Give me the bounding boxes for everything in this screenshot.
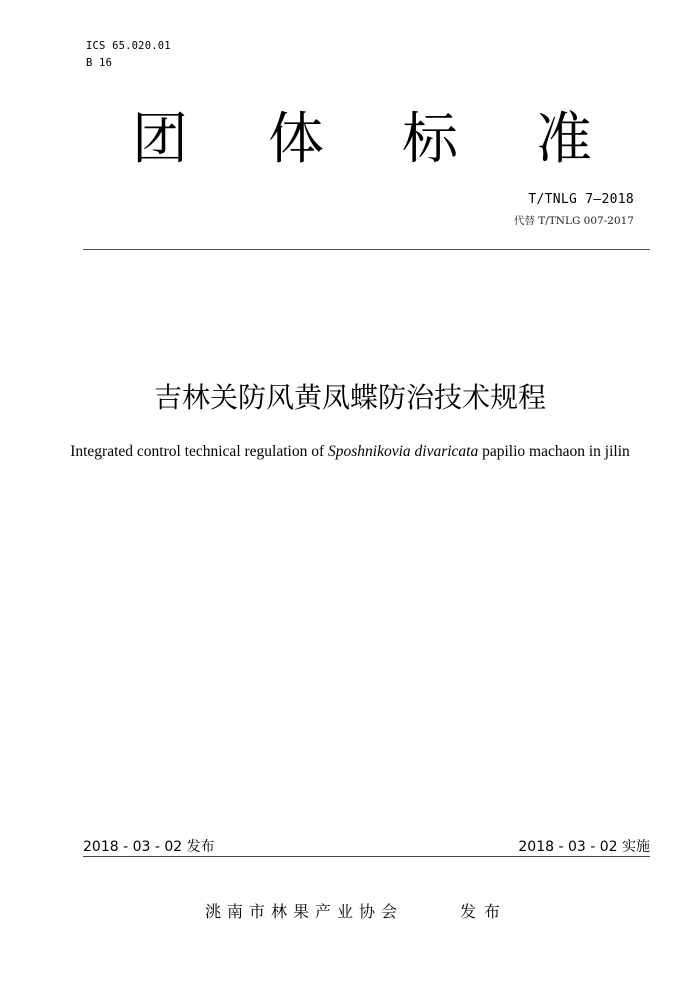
standard-type-heading: [90, 100, 620, 180]
publish-label: 发布: [460, 902, 509, 921]
ccs-code: B 16: [86, 57, 113, 69]
standard-type-char-2: 体: [268, 107, 324, 172]
title-english-suffix: papilio machaon in jilin: [478, 443, 630, 460]
issue-date: 2018 - 03 - 02 发布: [83, 839, 215, 855]
standard-type-char-1: 团: [132, 107, 188, 172]
title-english-species: Sposhnikovia divaricata: [328, 443, 479, 460]
standard-type-char-4: 准: [536, 107, 592, 172]
standard-number: T/TNLG 7—2018: [528, 192, 634, 207]
ics-code: ICS 65.020.01: [86, 40, 171, 52]
title-english-prefix: Integrated control technical regulation of: [70, 443, 328, 460]
header-divider: [83, 249, 650, 250]
implementation-date: 2018 - 03 - 02 实施: [518, 839, 650, 855]
publisher-name: 洮南市林果产业协会: [205, 902, 404, 921]
classification-codes: [86, 38, 171, 72]
document-title-chinese: 吉林关防风黄凤蝶防治技术规程: [153, 381, 546, 414]
footer-divider: [83, 856, 650, 857]
standard-type-char-3: 标: [402, 107, 458, 172]
document-title-english: [60, 440, 640, 463]
replaces-standard: 代替 T/TNLG 007-2017: [513, 215, 634, 227]
